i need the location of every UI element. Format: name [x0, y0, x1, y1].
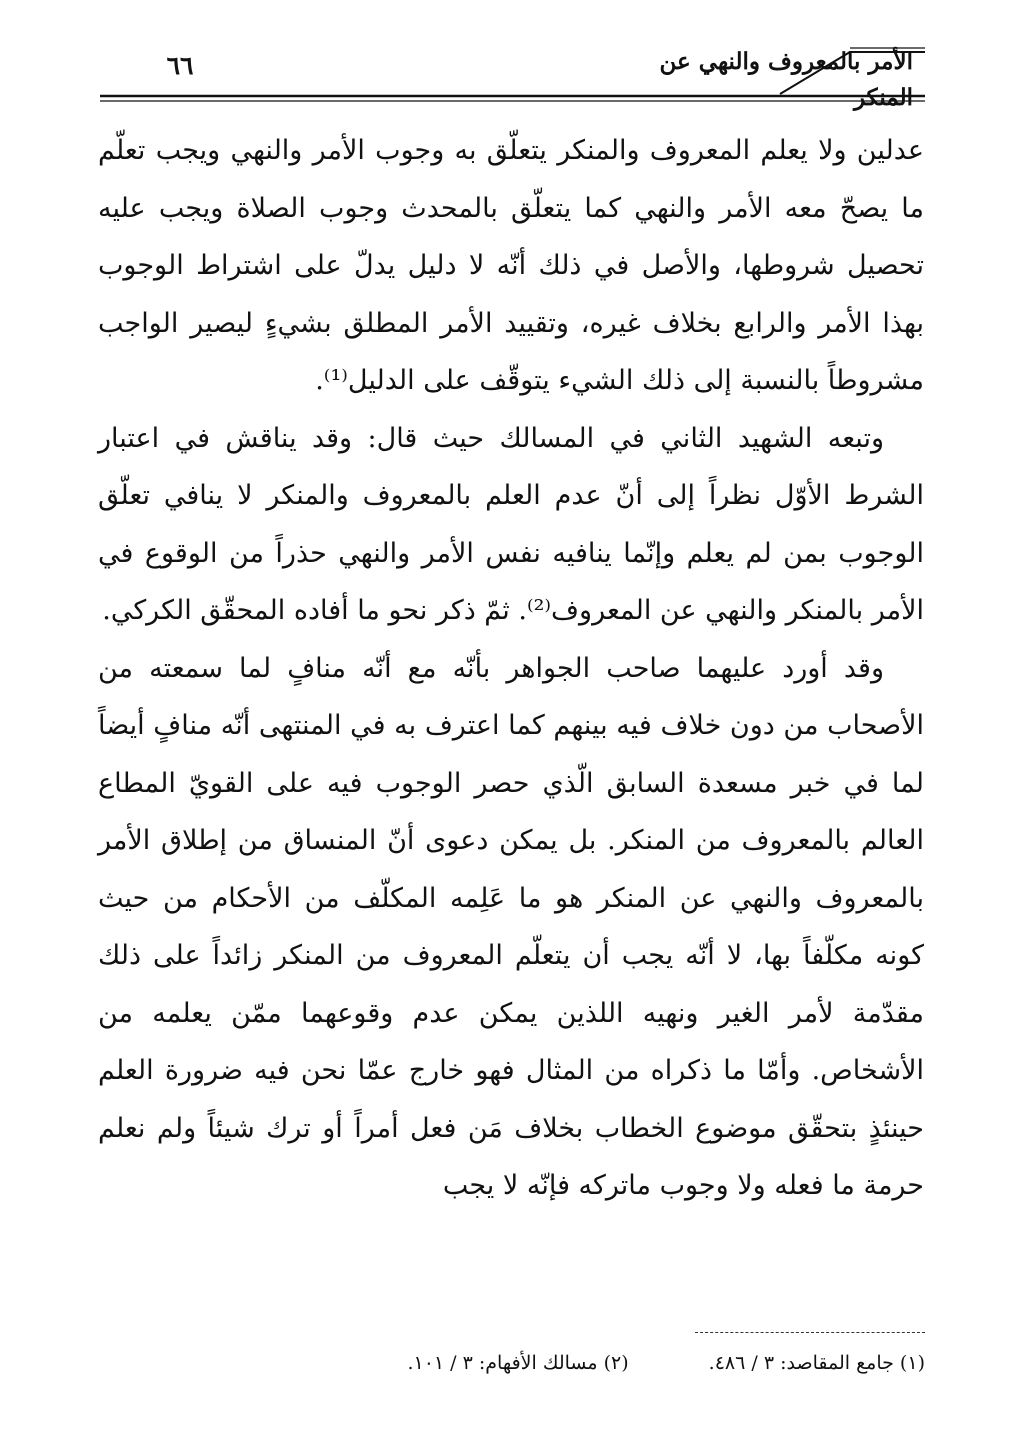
paragraph-1: عدلين ولا يعلم المعروف والمنكر يتعلّق به وجوب الأمر والنهي ويجب تعلّم ما يصحّ معه الأمر والنهي كما يتعلّق بالمحدث وجوب الصلاة ويجب عليه تحصيل شروطها، والأصل في ذلك أنّه لا دليل يدلّ على اشتراط الوجوب بهذا الأمر والرابع بخلاف غيره، وتقييد الأمر المطلق بشيءٍ ليصير الواجب مشروطاً بالنسبة إلى ذلك الشيء يتوقّف على الدليل⁽¹⁾.	[98, 135, 924, 396]
footnote-1: (١) جامع المقاصد: ٣ / ٤٨٦.	[708, 1352, 925, 1374]
paragraph-2: وتبعه الشهيد الثاني في المسالك حيث قال: وقد يناقش في اعتبار الشرط الأوّل نظراً إلى أنّ عدم العلم بالمعروف والمنكر لا ينافي تعلّق الوجوب بمن لم يعلم وإنّما ينافيه نفس الأمر والنهي حذراً من الوقوع في الأمر بالمنكر والنهي عن المعروف⁽²⁾. ثمّ ذكر نحو ما أفاده المحقّق الكركي.	[98, 422, 924, 626]
footnotes	[125, 1348, 925, 1378]
main-text	[98, 122, 924, 1215]
page-number: ٦٦	[166, 51, 194, 80]
footnote-2: (٢) مسالك الأفهام: ٣ / ١٠١.	[407, 1352, 629, 1374]
running-title: الأمر بالمعروف والنهي عن المنكر	[659, 48, 913, 111]
footnote-separator	[695, 1332, 925, 1333]
paragraph-3: وقد أورد عليهما صاحب الجواهر بأنّه مع أنّه منافٍ لما سمعته من الأصحاب من دون خلاف فيه بينهم كما اعترف به في المنتهى أنّه منافٍ أيضاً لما في خبر مسعدة السابق الّذي حصر الوجوب فيه على القويّ المطاع العالم بالمعروف من المنكر. بل يمكن دعوى أنّ المنساق من إطلاق الأمر بالمعروف والنهي عن المنكر هو ما عَلِمه المكلّف من الأحكام من حيث كونه مكلّفاً بها، لا أنّه يجب أن يتعلّم المعروف من المنكر زائداً على ذلك مقدّمة لأمر الغير ونهيه اللذين يمكن عدم وقوعهما ممّن يعلمه من الأشخاص. وأمّا ما ذكراه من المثال فهو خارج عمّا نحن فيه ضرورة العلم حينئذٍ بتحقّق موضوع الخطاب بخلاف مَن فعل أمراً أو ترك شيئاً ولم نعلم حرمة ما فعله ولا وجوب ماتركه فإنّه لا يجب	[98, 652, 924, 1201]
